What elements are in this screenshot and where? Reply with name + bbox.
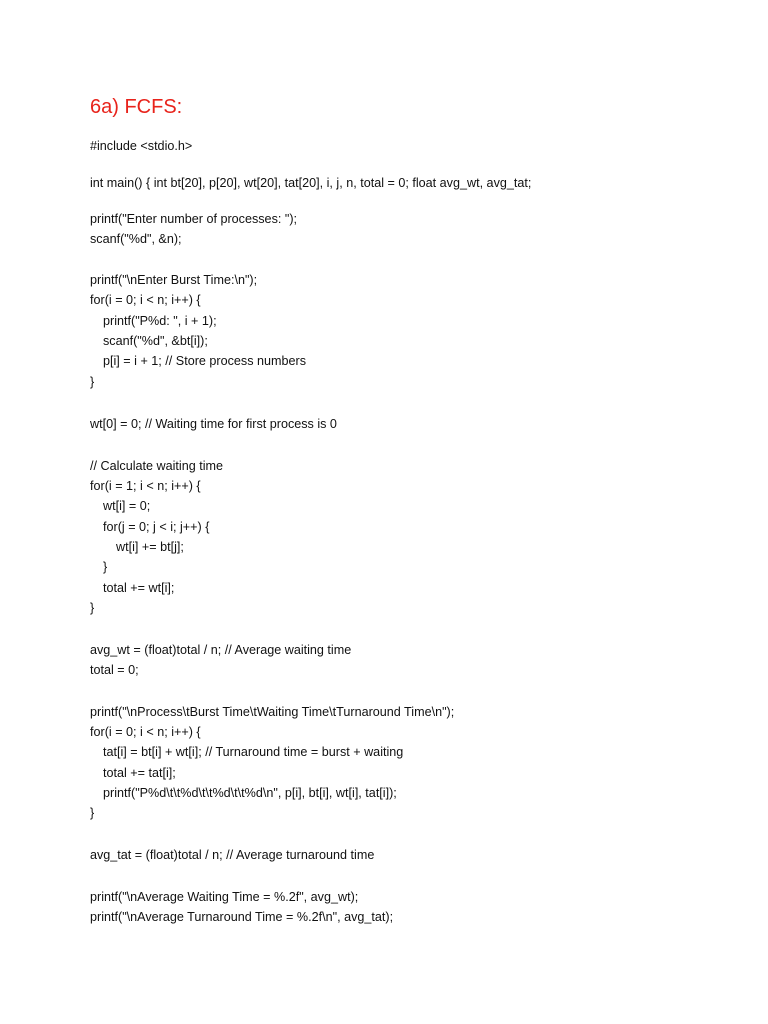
section-heading: 6a) FCFS: — [90, 96, 183, 118]
code-line-total-reset: total = 0; — [90, 663, 139, 677]
code-line-printf-burst: printf("\nEnter Burst Time:\n"); — [90, 273, 258, 287]
code-line-close-output: } — [90, 806, 95, 820]
code-line-for-wait: for(i = 1; i < n; i++) { — [90, 479, 201, 493]
code-line-printf-header: printf("\nProcess\tBurst Time\tWaiting Time\tTurnaround Time\n"); — [90, 705, 455, 719]
code-line-printf-enter-n: printf("Enter number of processes: "); — [90, 212, 298, 226]
code-line-avg-tat: avg_tat = (float)total / n; // Average turnaround time — [90, 848, 375, 862]
code-line-total-add-tat: total += tat[i]; — [103, 766, 176, 780]
code-line-main-decl: int main() { int bt[20], p[20], wt[20], tat[20], i, j, n, total = 0; float avg_wt, avg_tat; — [90, 176, 532, 190]
code-line-printf-avg-tat: printf("\nAverage Turnaround Time = %.2f\n", avg_tat); — [90, 910, 394, 924]
code-line-for-output: for(i = 0; i < n; i++) { — [90, 725, 201, 739]
code-line-scanf-n: scanf("%d", &n); — [90, 232, 182, 246]
code-line-close-inner: } — [103, 560, 108, 574]
code-line-printf-row: printf("P%d\t\t%d\t\t%d\t\t%d\n", p[i], bt[i], wt[i], tat[i]); — [103, 786, 397, 800]
code-line-store-pid: p[i] = i + 1; // Store process numbers — [103, 354, 306, 368]
code-line-wt-add: wt[i] += bt[j]; — [116, 540, 184, 554]
code-line-printf-pid: printf("P%d: ", i + 1); — [103, 314, 217, 328]
code-line-total-add-wt: total += wt[i]; — [103, 581, 175, 595]
code-line-wt0: wt[0] = 0; // Waiting time for first process is 0 — [90, 417, 337, 431]
code-line-include: #include <stdio.h> — [90, 139, 193, 153]
code-line-scanf-bt: scanf("%d", &bt[i]); — [103, 334, 208, 348]
code-line-avg-wt: avg_wt = (float)total / n; // Average waiting time — [90, 643, 352, 657]
code-line-for-inner: for(j = 0; j < i; j++) { — [103, 520, 210, 534]
code-line-comment-calc: // Calculate waiting time — [90, 459, 223, 473]
code-line-close-input: } — [90, 375, 95, 389]
code-line-printf-avg-wt: printf("\nAverage Waiting Time = %.2f", avg_wt); — [90, 890, 359, 904]
code-line-close-wait: } — [90, 601, 95, 615]
code-line-wt-reset: wt[i] = 0; — [103, 499, 151, 513]
code-line-tat-calc: tat[i] = bt[i] + wt[i]; // Turnaround time = burst + waiting — [103, 745, 404, 759]
code-line-for-input: for(i = 0; i < n; i++) { — [90, 293, 201, 307]
